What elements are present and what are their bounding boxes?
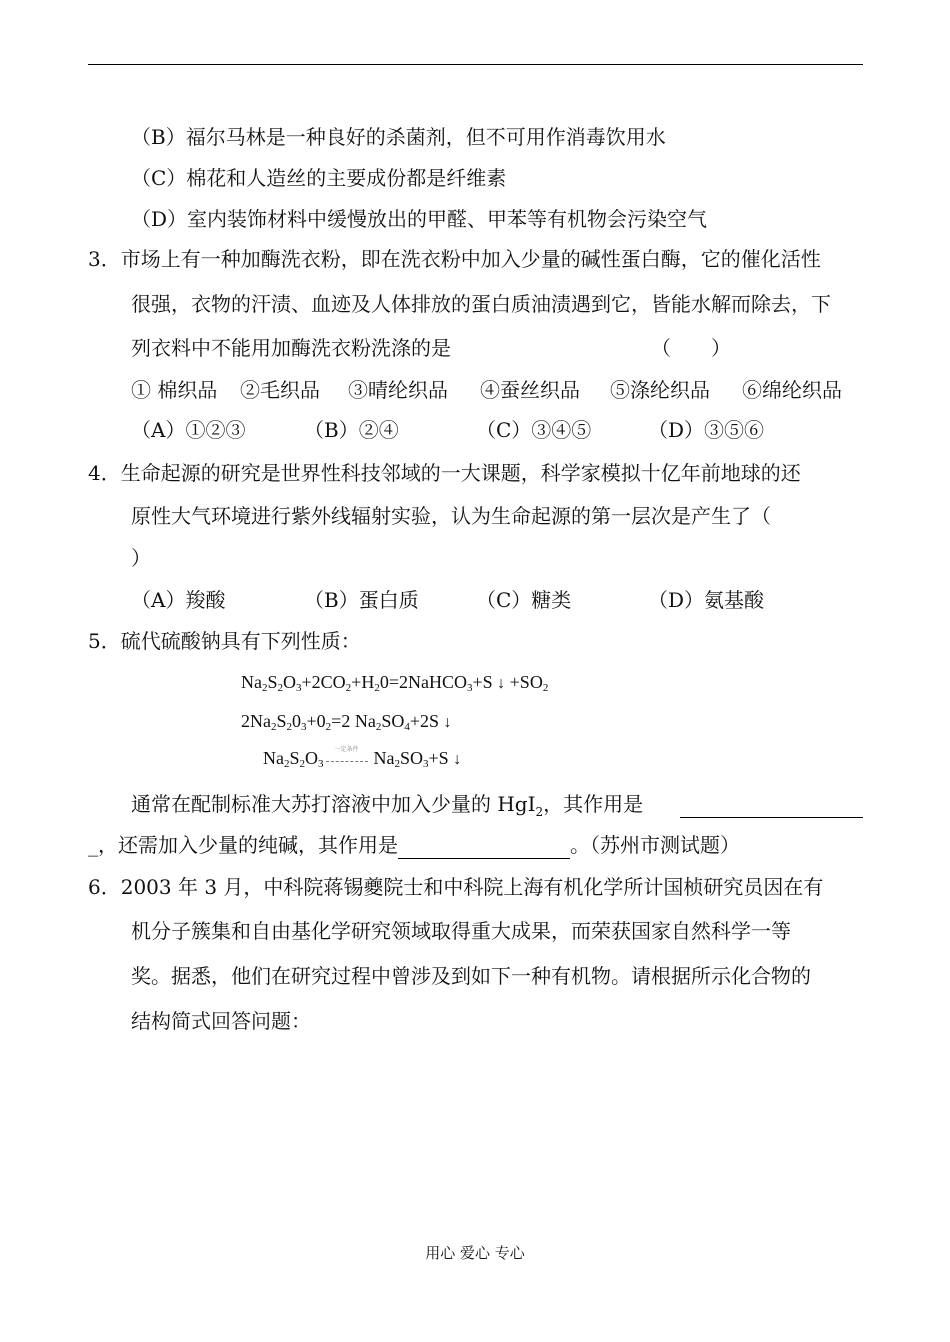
reaction-condition-arrow: 一定条件: [326, 751, 368, 769]
q3-line1: 3．市场上有一种加酶洗衣粉，即在洗衣粉中加入少量的碱性蛋白酶，它的催化活性: [88, 247, 821, 271]
precipitate-arrow: ↓: [497, 675, 506, 692]
q3-line2: 很强，衣物的汗渍、血迹及人体排放的蛋白质油渍遇到它，皆能水解而除去，下: [131, 292, 831, 316]
q3-item-5: ⑤涤纶织品: [610, 378, 710, 402]
q4-option-b: （B）蛋白质: [304, 588, 419, 612]
q5-line1: 5．硫代硫酸钠具有下列性质：: [88, 629, 361, 653]
q3-item-1: ① 棉织品: [131, 378, 218, 402]
header-rule: [88, 64, 863, 65]
q6-line2: 机分子簇集和自由基化学研究领域取得重大成果，而荣获国家自然科学一等: [131, 919, 791, 943]
q4-line3: ）: [131, 546, 151, 570]
q3-option-b: （B）②④: [304, 418, 399, 442]
q3-option-a: （A）①②③: [131, 418, 246, 442]
answer-blank-2[interactable]: [398, 838, 570, 859]
q4-line1: 4．生命起源的研究是世界性科技邻域的一大课题，科学家模拟十亿年前地球的还: [88, 461, 801, 485]
precipitate-arrow: ↓: [443, 714, 452, 731]
equation-3: $Na_2S_2O_3$ 一定条件 $Na_2SO_3+S$ ↓: [263, 746, 462, 770]
option-c: （C）棉花和人造丝的主要成份都是纤维素: [131, 166, 507, 190]
page-footer: 用心 爱心 专心: [425, 1244, 525, 1262]
answer-blank-1[interactable]: [680, 797, 863, 818]
q3-option-d: （D）③⑤⑥: [648, 418, 765, 442]
q4-option-d: （D）氨基酸: [648, 588, 765, 612]
option-b: （B）福尔马林是一种良好的杀菌剂，但不可用作消毒饮用水: [131, 125, 666, 149]
q4-option-c: （C）糖类: [476, 588, 572, 612]
q4-option-a: （A）羧酸: [131, 588, 226, 612]
q3-item-4: ④蚕丝织品: [480, 378, 580, 402]
equation-2: $2Na_2S_20_3+0_2=2$ $Na_2SO_4+2S$ ↓: [241, 711, 452, 733]
q6-line1: 6．2003 年 3 月，中科院蒋锡夔院士和中科院上海有机化学所计国桢研究员因在有: [88, 875, 824, 899]
q3-item-6: ⑥绵纶织品: [742, 378, 842, 402]
q5-line3: _，还需加入少量的纯碱，其作用是 。（苏州市测试题）: [88, 833, 740, 857]
q3-line3: 列衣料中不能用加酶洗衣粉洗涤的是: [131, 336, 451, 360]
q6-line4: 结构简式回答问题：: [131, 1009, 311, 1033]
equation-1: $Na_2S_2O_3+2CO_2+H_20=2NaHCO_3+S$ ↓ $+SO_2$: [241, 672, 549, 694]
q5-line2: 通常在配制标准大苏打溶液中加入少量的 HgI$_2$，其作用是: [131, 792, 644, 819]
q3-answer-paren: （ ）: [651, 336, 731, 360]
q4-line2: 原性大气环境进行紫外线辐射实验，认为生命起源的第一层次是产生了（: [131, 504, 771, 528]
q3-option-c: （C）③④⑤: [476, 418, 592, 442]
precipitate-arrow: ↓: [453, 751, 462, 768]
q6-line3: 奖。据悉，他们在研究过程中曾涉及到如下一种有机物。请根据所示化合物的: [131, 964, 811, 988]
option-d: （D）室内装饰材料中缓慢放出的甲醛、甲苯等有机物会污染空气: [131, 207, 708, 231]
q3-item-2: ②毛织品: [240, 378, 320, 402]
q3-item-3: ③晴纶织品: [348, 378, 448, 402]
